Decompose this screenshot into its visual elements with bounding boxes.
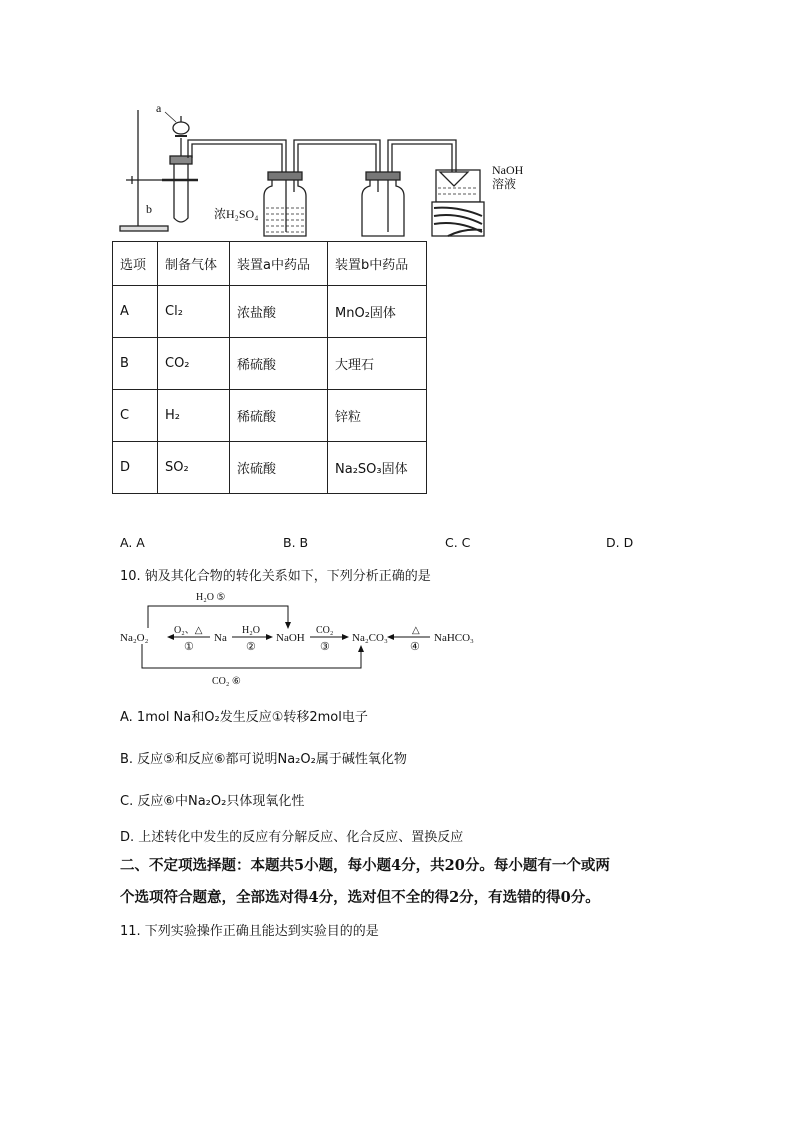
node-na: Na	[214, 632, 227, 644]
label-b: b	[146, 202, 152, 216]
header-reagent-a: 装置a中药品	[230, 242, 328, 286]
q9-option-a[interactable]: A. A	[120, 535, 145, 550]
cell-option: C	[113, 390, 158, 442]
sodium-conversion-diagram	[120, 586, 490, 690]
node-naoh: NaOH	[276, 632, 305, 644]
label-solution: 溶液	[492, 177, 517, 191]
label-a: a	[156, 101, 162, 115]
section2-line1: 二、不定项选择题：本题共5小题，每小题4分，共20分。每小题有一个或两	[120, 857, 610, 874]
q11-stem: 11. 下列实验操作正确且能达到实验目的的是	[120, 924, 379, 939]
cell-reagent-a: 稀硫酸	[230, 338, 328, 390]
cell-gas: SO₂	[158, 442, 230, 494]
reagent-table	[112, 241, 427, 494]
q9-option-c[interactable]: C. C	[445, 535, 471, 550]
cell-reagent-b: Na₂SO₃固体	[328, 442, 427, 494]
reaction-5-label: H₂O ⑤	[196, 592, 226, 603]
label-acid: 浓H₂SO₄	[214, 207, 259, 221]
cell-reagent-b: MnO₂固体	[328, 286, 427, 338]
header-reagent-b: 装置b中药品	[328, 242, 427, 286]
cell-gas: CO₂	[158, 338, 230, 390]
q10-option-a[interactable]: A. 1mol Na和O₂发生反应①转移2mol电子	[120, 710, 368, 725]
cell-gas: H₂	[158, 390, 230, 442]
cell-reagent-a: 浓盐酸	[230, 286, 328, 338]
cell-option: B	[113, 338, 158, 390]
reaction-1-condition: O₂、△	[174, 625, 203, 636]
header-option: 选项	[113, 242, 158, 286]
cell-reagent-b: 大理石	[328, 338, 427, 390]
table-header-row	[113, 242, 427, 286]
apparatus-figure	[118, 100, 538, 242]
q9-option-b[interactable]: B. B	[283, 535, 309, 550]
cell-option: D	[113, 442, 158, 494]
reaction-4-number: ④	[410, 641, 420, 653]
cell-reagent-b: 锌粒	[328, 390, 427, 442]
q10-option-d[interactable]: D. 上述转化中发生的反应有分解反应、化合反应、置换反应	[120, 830, 464, 845]
cell-reagent-a: 浓硫酸	[230, 442, 328, 494]
q9-option-d[interactable]: D. D	[606, 535, 634, 550]
node-nahco3: NaHCO₃	[434, 632, 474, 644]
q10-option-b[interactable]: B. 反应⑤和反应⑥都可说明Na₂O₂属于碱性氧化物	[120, 752, 407, 767]
node-na2o2: Na₂O₂	[120, 632, 149, 644]
reaction-4-condition: △	[412, 625, 420, 636]
q10-stem: 10. 钠及其化合物的转化关系如下，下列分析正确的是	[120, 569, 431, 584]
table-row	[113, 286, 427, 338]
q10-option-c[interactable]: C. 反应⑥中Na₂O₂只体现氧化性	[120, 794, 305, 809]
cell-gas: Cl₂	[158, 286, 230, 338]
section2-line2: 个选项符合题意，全部选对得4分，选对但不全的得2分，有选错的得0分。	[120, 889, 600, 906]
header-gas: 制备气体	[158, 242, 230, 286]
reaction-6-label: CO₂ ⑥	[212, 676, 241, 687]
table-row	[113, 338, 427, 390]
table-row	[113, 442, 427, 494]
node-na2co3: Na₂CO₃	[352, 632, 388, 644]
cell-option: A	[113, 286, 158, 338]
reaction-2-number: ②	[246, 641, 256, 653]
cell-reagent-a: 稀硫酸	[230, 390, 328, 442]
reaction-1-number: ①	[184, 641, 194, 653]
reaction-2-condition: H₂O	[242, 625, 260, 636]
reaction-3-number: ③	[320, 641, 330, 653]
reaction-3-condition: CO₂	[316, 625, 334, 636]
table-row	[113, 390, 427, 442]
label-naoh: NaOH	[492, 163, 524, 177]
